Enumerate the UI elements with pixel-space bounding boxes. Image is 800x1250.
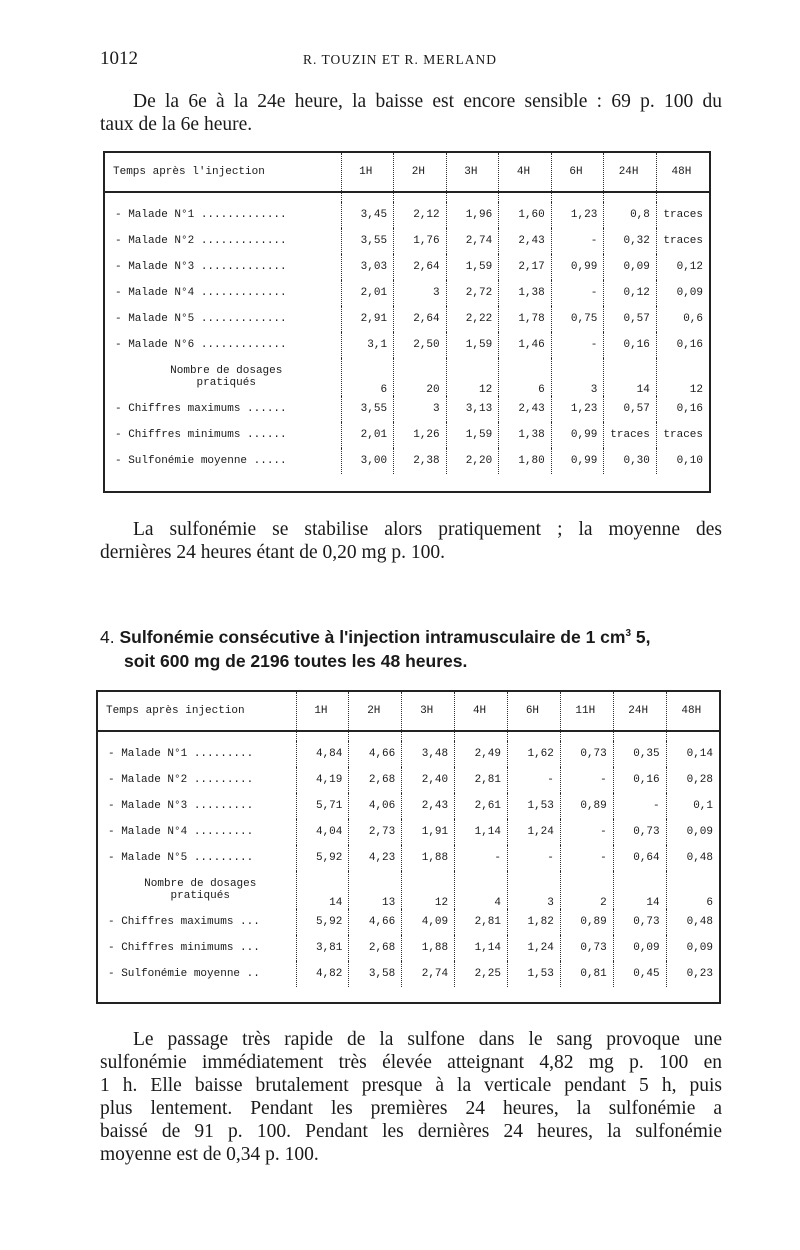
- table-cell: 2,72: [446, 280, 499, 306]
- table-cell: 1,78: [499, 306, 552, 332]
- table-cell: 2,43: [499, 396, 552, 422]
- row-label: - Malade N°2 .........: [108, 774, 254, 786]
- row-label-line: pratiqués: [196, 377, 256, 389]
- row-label: - Malade N°3 .........: [108, 800, 254, 812]
- table-row: [98, 935, 719, 961]
- table-cell: 2,73: [349, 819, 402, 845]
- table-cell: -: [613, 793, 666, 819]
- table-cell: 0,57: [604, 306, 657, 332]
- table-cell: 5,92: [296, 845, 349, 871]
- table-cell: 4,09: [402, 909, 455, 935]
- table-cell: 2,01: [341, 280, 394, 306]
- table-cell: 0,09: [666, 819, 719, 845]
- text-line: plus lentement. Pendant les premières 24 heures, la sulfonémie a: [100, 1098, 722, 1119]
- table-cell: 0,16: [613, 767, 666, 793]
- table-row: [98, 793, 719, 819]
- table-cell: 2,81: [455, 767, 508, 793]
- table-cell: 4,06: [349, 793, 402, 819]
- table-cell: 1,53: [508, 793, 561, 819]
- table-cell: 1,76: [394, 228, 447, 254]
- table-cell: 3: [394, 280, 447, 306]
- table-cell: 6: [341, 358, 394, 396]
- paragraph-3: [100, 1028, 722, 1166]
- table-row: [105, 306, 709, 332]
- intro-paragraph: [100, 90, 722, 136]
- table-cell: 12: [446, 358, 499, 396]
- table-cell: 3: [551, 358, 604, 396]
- table-cell: 0,73: [560, 935, 613, 961]
- table-cell: 0,16: [656, 396, 709, 422]
- row-label-line: Nombre de dosages: [144, 878, 257, 890]
- table-cell: 4: [455, 871, 508, 909]
- table-cell: 1,14: [455, 935, 508, 961]
- row-label: - Chiffres maximums ...: [108, 916, 260, 928]
- table-cell: -: [508, 767, 561, 793]
- table-cell: 0,16: [604, 332, 657, 358]
- table-cell: 1,38: [499, 422, 552, 448]
- text-line: moyenne est de 0,34 p. 100.: [100, 1144, 319, 1165]
- text-line: baissé de 91 p. 100. Pendant les dernières 24 heures, la sulfonémie: [100, 1121, 722, 1142]
- table-cell: 3,58: [349, 961, 402, 987]
- table-cell: 2,91: [341, 306, 394, 332]
- table-cell: 1,59: [446, 422, 499, 448]
- table-cell: 0,09: [613, 935, 666, 961]
- table-cell: -: [508, 845, 561, 871]
- table-cell: 0,99: [551, 448, 604, 474]
- table-cell: 0,81: [560, 961, 613, 987]
- table-cell: 3,45: [341, 202, 394, 228]
- row-label: - Malade N°4 .........: [108, 826, 254, 838]
- table-cell: 13: [349, 871, 402, 909]
- table-cell: traces: [656, 422, 709, 448]
- table-cell: -: [560, 845, 613, 871]
- table-row: [98, 961, 719, 987]
- row-label: - Malade N°1 .........: [108, 748, 254, 760]
- table-cell: 0,6: [656, 306, 709, 332]
- row-label-line: Nombre de dosages: [170, 365, 283, 377]
- row-label: - Malade N°3 .............: [115, 261, 287, 273]
- paragraph-2: [100, 518, 722, 564]
- column-header: 24H: [613, 692, 666, 731]
- table-row: [98, 845, 719, 871]
- table-cell: 2,17: [499, 254, 552, 280]
- table-cell: 1,14: [455, 819, 508, 845]
- table-row: [105, 422, 709, 448]
- table-cell: -: [551, 228, 604, 254]
- table-cell: -: [560, 767, 613, 793]
- section-number: 4.: [100, 626, 115, 647]
- table-cell: 0,73: [560, 741, 613, 767]
- superscript: 3: [625, 628, 632, 639]
- table-cell: 2,74: [446, 228, 499, 254]
- table-cell: 14: [296, 871, 349, 909]
- table-cell: -: [455, 845, 508, 871]
- table-cell: -: [551, 280, 604, 306]
- table-cell: 4,04: [296, 819, 349, 845]
- table-cell: 1,59: [446, 254, 499, 280]
- table-cell: 0,75: [551, 306, 604, 332]
- row-label-line: pratiqués: [170, 890, 230, 902]
- table-cell: 4,66: [349, 741, 402, 767]
- column-header: 1H: [296, 692, 349, 731]
- table-cell: 1,53: [508, 961, 561, 987]
- table-cell: 1,62: [508, 741, 561, 767]
- table-row: [105, 396, 709, 422]
- table-cell: 3,00: [341, 448, 394, 474]
- table-row: [105, 280, 709, 306]
- table-cell: -: [551, 332, 604, 358]
- table-cell: 2,43: [499, 228, 552, 254]
- table-cell: traces: [656, 202, 709, 228]
- table-row: [105, 228, 709, 254]
- table-cell: 0,35: [613, 741, 666, 767]
- table-cell: 1,23: [551, 396, 604, 422]
- row-label: - Malade N°4 .............: [115, 287, 287, 299]
- table-cell: 4,66: [349, 909, 402, 935]
- table-cell: 1,24: [508, 935, 561, 961]
- table-cell: 0,10: [656, 448, 709, 474]
- column-header: 24H: [604, 153, 657, 192]
- table-cell: 3,03: [341, 254, 394, 280]
- table-row: [98, 741, 719, 767]
- table-cell: 0,30: [604, 448, 657, 474]
- column-header: 48H: [666, 692, 719, 731]
- row-label: - Malade N°5 .............: [115, 313, 287, 325]
- table-cell: 2,50: [394, 332, 447, 358]
- table-cell: 0,73: [613, 819, 666, 845]
- table-row: [98, 871, 719, 909]
- table-cell: 2,61: [455, 793, 508, 819]
- text-line: dernières 24 heures étant de 0,20 mg p. 100.: [100, 542, 445, 563]
- section-title-line-1-end: 5,: [631, 626, 651, 647]
- table-cell: 0,28: [666, 767, 719, 793]
- table-cell: 0,09: [666, 935, 719, 961]
- table-cell: 2,38: [394, 448, 447, 474]
- table-cell: 3,1: [341, 332, 394, 358]
- table-cell: 2,64: [394, 306, 447, 332]
- table-cell: 0,73: [613, 909, 666, 935]
- table-cell: 0,09: [656, 280, 709, 306]
- column-header: 6H: [551, 153, 604, 192]
- table-cell: 0,14: [666, 741, 719, 767]
- table-cell: 0,8: [604, 202, 657, 228]
- row-label: - Chiffres maximums ......: [115, 403, 287, 415]
- table-cell: 0,1: [666, 793, 719, 819]
- table-cell: 12: [656, 358, 709, 396]
- table-row: [105, 332, 709, 358]
- table-cell: 2,68: [349, 935, 402, 961]
- text-line: taux de la 6e heure.: [100, 114, 253, 135]
- table-cell: 2,12: [394, 202, 447, 228]
- table-cell: 4,19: [296, 767, 349, 793]
- table-cell: 12: [402, 871, 455, 909]
- table-cell: 1,59: [446, 332, 499, 358]
- sulfonemia-table-2: [96, 690, 721, 1004]
- column-header-time: Temps après injection: [98, 692, 296, 731]
- table-cell: 2,49: [455, 741, 508, 767]
- section-heading: [100, 622, 651, 673]
- table-cell: 3: [394, 396, 447, 422]
- table-cell: 4,84: [296, 741, 349, 767]
- column-header: 3H: [446, 153, 499, 192]
- column-header: 1H: [341, 153, 394, 192]
- column-header: 3H: [402, 692, 455, 731]
- table-cell: 0,45: [613, 961, 666, 987]
- table-cell: 2,25: [455, 961, 508, 987]
- table-cell: 0,12: [656, 254, 709, 280]
- row-label: [105, 358, 341, 396]
- row-label: - Sulfonémie moyenne .....: [115, 455, 287, 467]
- text-line: sulfonémie immédiatement très élevée atteignant 4,82 mg p. 100 en: [100, 1052, 722, 1073]
- table-cell: 1,91: [402, 819, 455, 845]
- table-row: [98, 909, 719, 935]
- table-cell: 1,82: [508, 909, 561, 935]
- row-label: - Malade N°6 .............: [115, 339, 287, 351]
- running-head: R. TOUZIN ET R. MERLAND: [302, 52, 497, 67]
- row-label: - Malade N°2 .............: [115, 235, 287, 247]
- table-row: [105, 202, 709, 228]
- table-cell: 0,99: [551, 254, 604, 280]
- table-cell: 2,74: [402, 961, 455, 987]
- column-header-time: Temps après l'injection: [105, 153, 341, 192]
- table-cell: traces: [604, 422, 657, 448]
- table-cell: 0,48: [666, 909, 719, 935]
- text-line: De la 6e à la 24e heure, la baisse est encore sensible : 69 p. 100 du: [133, 91, 722, 112]
- table-cell: 2,20: [446, 448, 499, 474]
- table-cell: 2,64: [394, 254, 447, 280]
- table-cell: 0,57: [604, 396, 657, 422]
- table-cell: 1,60: [499, 202, 552, 228]
- table-cell: 2: [560, 871, 613, 909]
- table-cell: 2,43: [402, 793, 455, 819]
- table-cell: 0,23: [666, 961, 719, 987]
- table-cell: -: [560, 819, 613, 845]
- text-line: 1 h. Elle baisse brutalement presque à la verticale pendant 5 h, puis: [100, 1075, 722, 1096]
- table-row: [98, 767, 719, 793]
- table-cell: 4,82: [296, 961, 349, 987]
- table-cell: 20: [394, 358, 447, 396]
- section-title-line-2: soit 600 mg de 2196 toutes les 48 heures.: [124, 650, 468, 671]
- table-cell: 1,38: [499, 280, 552, 306]
- table-row: [98, 819, 719, 845]
- column-header: 2H: [394, 153, 447, 192]
- table-cell: 0,12: [604, 280, 657, 306]
- column-header: 4H: [499, 153, 552, 192]
- table-cell: 3,48: [402, 741, 455, 767]
- row-label: - Sulfonémie moyenne ..: [108, 968, 260, 980]
- row-label: - Chiffres minimums ......: [115, 429, 287, 441]
- table-cell: 14: [613, 871, 666, 909]
- table-cell: 14: [604, 358, 657, 396]
- table-row: [105, 254, 709, 280]
- section-title-line-1: Sulfonémie consécutive à l'injection intramusculaire de 1 cm: [119, 626, 626, 647]
- column-header: 6H: [508, 692, 561, 731]
- table-cell: 2,68: [349, 767, 402, 793]
- table-cell: 5,71: [296, 793, 349, 819]
- table-cell: 2,01: [341, 422, 394, 448]
- table-cell: 0,32: [604, 228, 657, 254]
- table-cell: 1,88: [402, 845, 455, 871]
- table-cell: 3,55: [341, 228, 394, 254]
- table-row: [105, 448, 709, 474]
- row-label: - Chiffres minimums ...: [108, 942, 260, 954]
- table-cell: 0,89: [560, 909, 613, 935]
- column-header: 11H: [560, 692, 613, 731]
- table-cell: 1,96: [446, 202, 499, 228]
- table-cell: 1,46: [499, 332, 552, 358]
- table-cell: 0,48: [666, 845, 719, 871]
- table-cell: 4,23: [349, 845, 402, 871]
- table-cell: 0,89: [560, 793, 613, 819]
- row-label: [98, 871, 296, 909]
- text-line: Le passage très rapide de la sulfone dans le sang provoque une: [133, 1029, 722, 1050]
- sulfonemia-table-1: [103, 151, 711, 493]
- table-cell: 0,99: [551, 422, 604, 448]
- table-cell: 3,55: [341, 396, 394, 422]
- column-header: 4H: [455, 692, 508, 731]
- table-cell: 2,81: [455, 909, 508, 935]
- table-cell: 1,88: [402, 935, 455, 961]
- table-cell: 5,92: [296, 909, 349, 935]
- page-number: 1012: [100, 48, 138, 69]
- column-header: 2H: [349, 692, 402, 731]
- row-label: - Malade N°1 .............: [115, 209, 287, 221]
- table-cell: 2,22: [446, 306, 499, 332]
- text-line: La sulfonémie se stabilise alors pratiquement ; la moyenne des: [133, 519, 722, 540]
- table-cell: 0,16: [656, 332, 709, 358]
- table-cell: 2,40: [402, 767, 455, 793]
- table-cell: 6: [666, 871, 719, 909]
- table-cell: 3,13: [446, 396, 499, 422]
- table-cell: 1,24: [508, 819, 561, 845]
- column-header: 48H: [656, 153, 709, 192]
- table-cell: 1,23: [551, 202, 604, 228]
- table-cell: 6: [499, 358, 552, 396]
- table-cell: 3,81: [296, 935, 349, 961]
- table-row: [105, 358, 709, 396]
- row-label: - Malade N°5 .........: [108, 852, 254, 864]
- table-cell: traces: [656, 228, 709, 254]
- table-cell: 1,26: [394, 422, 447, 448]
- table-cell: 0,64: [613, 845, 666, 871]
- table-cell: 1,80: [499, 448, 552, 474]
- table-cell: 0,09: [604, 254, 657, 280]
- table-cell: 3: [508, 871, 561, 909]
